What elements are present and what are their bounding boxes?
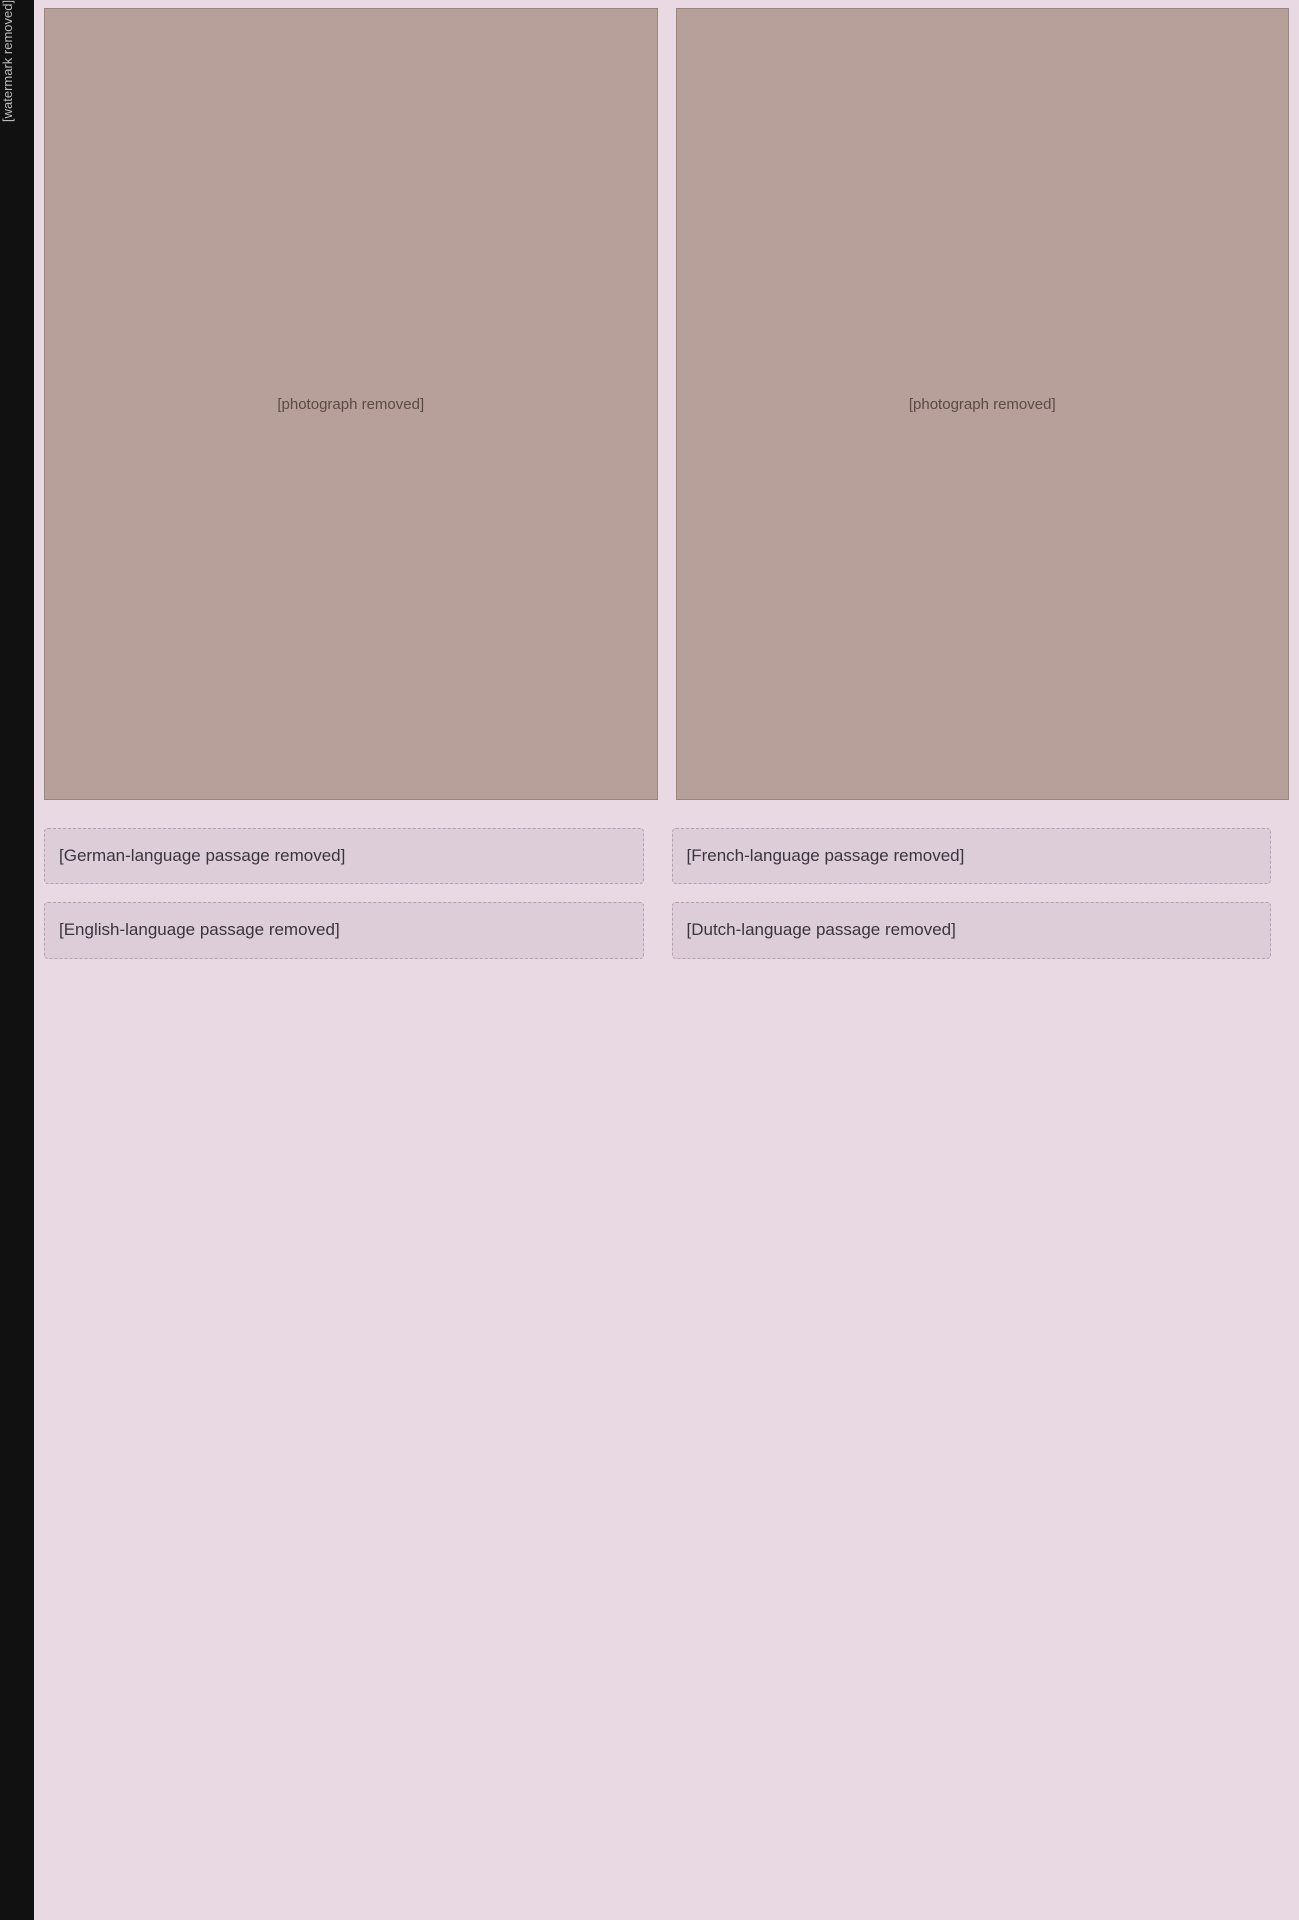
photo-row xyxy=(0,0,1299,808)
text-columns xyxy=(0,808,1299,997)
right-column-passage-1: [French-language passage removed] xyxy=(672,828,1272,884)
edge-watermark: [watermark removed] xyxy=(0,0,34,1920)
right-photo-placeholder: [photograph removed] xyxy=(676,8,1290,800)
left-column xyxy=(44,828,644,977)
left-photo-placeholder: [photograph removed] xyxy=(44,8,658,800)
right-column xyxy=(672,828,1272,977)
right-column-passage-2: [Dutch-language passage removed] xyxy=(672,902,1272,958)
left-column-passage-2: [English-language passage removed] xyxy=(44,902,644,958)
left-column-passage-1: [German-language passage removed] xyxy=(44,828,644,884)
